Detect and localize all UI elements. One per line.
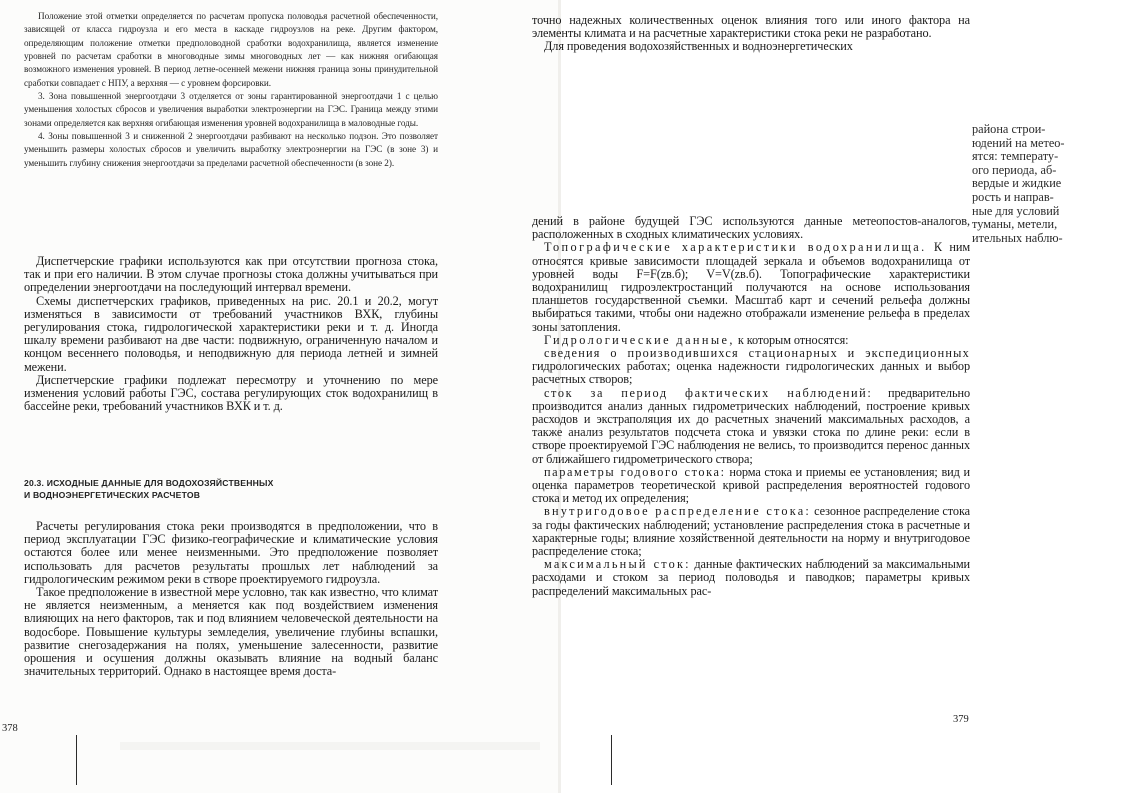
spaced-term: Гидрологические данные,: [544, 332, 735, 347]
paragraph-annual-flow: параметры годового стока: норма стока и приемы ее установления; вид и оценка параметров теоретической кривой распределения вероятностей годового стока и метод их определения;: [532, 464, 970, 506]
spaced-term: параметры годового стока:: [544, 464, 726, 479]
paragraph-observed-flow: сток за период фактических наблюдений: предварительно производится анализ данных гидрометрических наблюдений, построение кривых расходов и экстраполяция их до расчетных значений максимальных расходов, а также анализ результатов подсчета стока и увязки стока по длине реки: если в створе проектируемой ГЭС наблюдения не велись, то производится перенос данных от ближайшего гидрометрического створа;: [532, 385, 970, 466]
section-heading-line-2: И ВОДНОЭНЕРГЕТИЧЕСКИХ РАСЧЕТОВ: [24, 489, 201, 500]
note-paragraph-1: Положение этой отметки определяется по расчетам пропуска половодья расчетной обеспеченности, зависящей от класса гидроузла и его места в каскаде гидроузлов на реке. Другим фактором, определяющим положение отметки предполоводной сработки водохранилища, является изменение уровней по расчетам сработки в многоводные зимы многоводных лет — как нижняя огибающая возможного изменения уровней. В период летне-осенней межени нижняя граница зоны принудительной сработки совпадает с НПУ, а верхняя — с уровнем форсировки.: [24, 11, 438, 88]
note-paragraph-3: 4. Зоны повышенной 3 и сниженной 2 энергоотдачи разбивают на несколько подзон. Это позволяет уменьшить размеры холостых сбросов и увеличить выработку электроэнергии на ГЭС (в зоне 3) и уменьшить глубину снижения энергоотдачи за пределами расчетной обеспеченности (в зоне 2).: [24, 131, 438, 168]
paragraph-dispatch-graphs: Диспетчерские графики используются как при отсутствии прогноза стока, так и при его наличии. В этом случае прогнозы стока должны учитываться при определении энергоотдачи на последующий интервал времени.: [24, 254, 438, 295]
paragraph-meteo: дений в районе будущей ГЭС используются данные метеопостов-аналогов, расположенных в сходных климатических условиях.: [532, 214, 970, 242]
paragraph-intra-annual: внутригодовое распределение стока: сезонное распределение стока за годы фактических наблюдений; установление распределения стока в расчетные и характерные годы; влияние хозяйственной деятельности на норму и внутригодовое распределение стока;: [532, 504, 970, 559]
paragraph-hydrology: Гидрологические данные, к которым относятся:: [544, 332, 849, 347]
paragraph-graph-revision: Диспетчерские графики подлежат пересмотру и уточнению по мере изменения условий работы ГЭС, состава регулирующих сток водохранилищ в бассейне реки, требований участников ВХК и т. д.: [24, 372, 438, 414]
right-body-top: [532, 14, 970, 54]
spaced-term: сток за период фактических наблюдений:: [544, 385, 873, 400]
strip-line: ные для условий: [972, 203, 1060, 218]
paragraph-max-flow: максимальный сток: данные фактических наблюдений за максимальными расходами и стоком за период половодья и паводков; параметры кривых распределений максимальных рас-: [532, 557, 970, 598]
strip-line: ительных наблю-: [972, 230, 1063, 245]
strip-line: ятся: температу-: [972, 149, 1059, 164]
paragraph-surveys: сведения о производившихся стационарных и экспедиционных гидрологических работах; оценка надежности гидрологических данных и выбор расчетных створов;: [532, 346, 970, 387]
spaced-term: внутригодовое распределение стока:: [544, 504, 811, 519]
spaced-term: максимальный сток:: [544, 557, 691, 572]
paragraph-assumption: Такое предположение в известной мере условно, так как известно, что климат не является неизменным, а меняется как под воздействием изменения влияющих на него факторов, так и под влиянием человеческой деятельности на водосборе. Повышение культуры земледелия, увеличение глубины вспашки, развитие снегозадержания на полях, уменьшение залесенности, развитие орошения и осушения должны оказывать влияние на водный баланс значительных территорий. Однако в настоящее время доста-: [24, 585, 438, 679]
page-number-left: 378: [2, 723, 18, 734]
scan-mark: [611, 735, 612, 785]
paragraph-for-calculations: Для проведения водохозяйственных и водноэнергетических: [544, 39, 853, 54]
paragraph-continuation: точно надежных количественных оценок влияния того или иного фактора на элементы климата и на расчетные характеристики стока реки не разработано.: [532, 13, 970, 41]
paragraph-topography: Топографические характеристики водохранилища. К ним относятся кривые зависимости площадей зеркала и объемов водохранилища от уровней воды F=F(zв.б); V=V(zв.б). Топографические характеристики водохранилищ гидроэлектростанций получаются на основе использования планшетов государственной съемки. Масштаб карт и сечений рельефа должны выбираться такими, чтобы они надежно отображали изменение рельефа в пределах зоны затопления.: [532, 240, 970, 334]
section-heading-line-1: 20.3. ИСХОДНЫЕ ДАННЫЕ ДЛЯ ВОДОХОЗЯЙСТВЕННЫХ: [24, 478, 274, 488]
inset-text-strip: [968, 123, 1122, 251]
strip-line: района строи-: [972, 123, 1046, 136]
strip-line: юдений на метео-: [972, 135, 1065, 150]
strip-line: вердые и жидкие: [972, 176, 1062, 191]
strip-line: ого периода, аб-: [972, 162, 1057, 177]
spaced-term: Топографические характеристики водохранилища.: [544, 240, 927, 255]
paragraph-graph-schemes: Схемы диспетчерских графиков, приведенных на рис. 20.1 и 20.2, могут изменяться в зависимости от требований участников ВХК, глубины регулирования стока, гидрологической характеристики реки и т. д. Иногда шкалу времени разбивают на две части: подвижную, ограниченную началом и концом весеннего половодья, и неподвижную для периода летней и зимней межени.: [24, 293, 438, 374]
page-number-right: 379: [953, 714, 969, 725]
paragraph-calculations: Расчеты регулирования стока реки производятся в предположении, что в период эксплуатации ГЭС физико-географические и климатические условия остаются более или менее неизменными. Это предположение позволяет использовать для расчетов результаты прошлых лет наблюдений за гидрологическим режимом реки в створе проектируемого гидроузла.: [24, 519, 438, 586]
right-body-main: [532, 215, 970, 598]
strip-line: туманы, метели,: [972, 217, 1058, 232]
note-paragraph-2: 3. Зона повышенной энергоотдачи 3 отделяется от зоны гарантированной энергоотдачи 1 с целью уменьшения холостых сбросов и увеличения выработки электроэнергии на ГЭС. Граница между этими зонами определяется как верхняя огибающая изменения уровней водохранилища в маловодные годы.: [24, 91, 438, 128]
strip-line: рость и направ-: [972, 189, 1054, 204]
spaced-term: сведения о производившихся стационарных и экспедиционных: [544, 346, 970, 361]
